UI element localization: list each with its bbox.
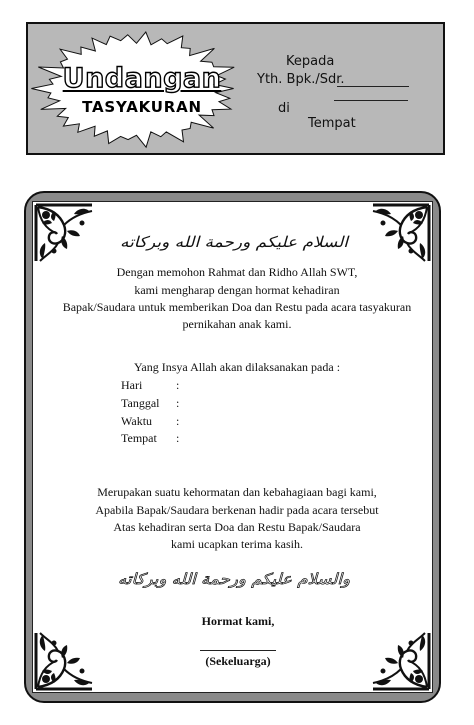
invitation-subtitle: TASYAKURAN [82, 98, 202, 116]
detail-colon: : [176, 431, 180, 445]
invitation-title: Undangan [62, 63, 222, 94]
place-label: Tempat [308, 116, 356, 131]
intro-line: kami mengharap dengan hormat kehadiran [134, 283, 340, 297]
floral-ornament-icon [371, 203, 431, 263]
floral-ornament-icon [34, 203, 94, 263]
family-signature: (Sekeluarga) [205, 654, 271, 668]
detail-label-place: Tempat [121, 431, 157, 445]
floral-ornament-icon [371, 631, 431, 691]
detail-colon: : [176, 414, 180, 428]
title-block [56, 64, 228, 116]
closing-greeting-calligraphy [100, 565, 368, 591]
recipient-name-line-2 [334, 100, 408, 101]
detail-label-time: Waktu [121, 414, 153, 428]
intro-line: Bapak/Saudara untuk memberikan Doa dan Restu pada acara tasyakuran [62, 300, 412, 314]
detail-label-date: Tanggal [121, 396, 160, 410]
recipient-name-line [337, 86, 409, 87]
to-label: Kepada [286, 54, 335, 69]
intro-line: Dengan memohon Rahmat dan Ridho Allah SWT, [116, 265, 358, 279]
intro-line: pernikahan anak kami. [182, 317, 292, 331]
closing-line: Apabila Bapak/Saudara berkenan hadir pada acara tersebut [95, 503, 379, 517]
floral-ornament-icon [34, 631, 94, 691]
closing-line: Merupakan suatu kehormatan dan kebahagiaan bagi kami, [97, 485, 377, 499]
regards-text: Hormat kami, [201, 614, 275, 628]
schedule-intro: Yang Insya Allah akan dilaksanakan pada : [133, 360, 341, 374]
detail-label-day: Hari [121, 378, 143, 392]
closing-line: Atas kehadiran serta Doa dan Restu Bapak/Saudara [113, 520, 361, 534]
closing-line: kami ucapkan terima kasih. [171, 537, 303, 551]
signature-line [200, 650, 276, 651]
at-label: di [278, 101, 290, 116]
detail-colon: : [176, 396, 180, 410]
detail-colon: : [176, 378, 180, 392]
opening-greeting: السلام عليكم ورحمة الله وبركاته [120, 233, 351, 251]
recipient-label: Yth. Bpk./Sdr. [257, 72, 345, 87]
opening-greeting-calligraphy [100, 228, 368, 254]
closing-greeting: والسلام عليكم ورحمة الله وبركاته [118, 570, 350, 588]
